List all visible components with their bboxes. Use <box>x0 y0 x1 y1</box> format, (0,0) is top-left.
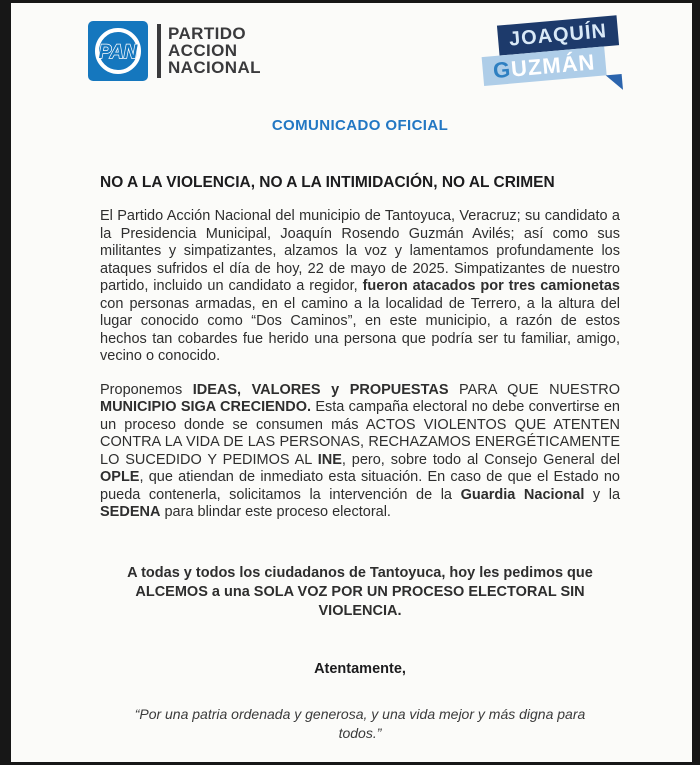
document-heading: NO A LA VIOLENCIA, NO A LA INTIMIDACIÓN, NO AL CRIMEN <box>100 174 555 191</box>
pan-party-icon <box>88 21 148 81</box>
party-name-line: PARTIDO <box>168 24 247 43</box>
pan-logo <box>88 17 261 81</box>
document-body <box>100 208 620 621</box>
body-paragraph: El Partido Acción Nacional del municipio de Tantoyuca, Veracruz; su candidato a la Presidencia Municipal, Joaquín Rosendo Guzmán Avilés; así como sus militantes y simpatizantes, alzamos la voz y lamentamos profundamente los ataques sufridos el día de hoy, 22 de mayo de 2025. Simpatizantes de nuestro partido, incluido un candidato a regidor, fueron atacados por tres camionetas con personas armadas, en el camino a la localidad de Terrero, a la altura del lugar conocido como “Dos Caminos”, en este municipio, a razón de estos hechos tan cobardes fue herido una persona que podría ser tu familiar, amigo, vecino o conocido. <box>100 208 620 364</box>
candidate-last-initial: G <box>491 56 513 83</box>
candidate-logo <box>479 15 625 102</box>
candidate-last-rest: UZMÁN <box>509 48 597 82</box>
party-name-line: NACIONAL <box>168 58 261 77</box>
letterhead <box>88 17 626 93</box>
pan-acronym: PAN <box>98 42 138 63</box>
appeal-paragraph: A todas y todos los ciudadanos de Tantoyuca, hoy les pedimos que ALCEMOS a una SOLA VOZ POR UN PROCESO ELECTORAL SIN VIOLENCIA. <box>127 564 593 619</box>
document-title: COMUNICADO OFICIAL <box>271 117 449 134</box>
closing-salutation: Atentamente, <box>314 660 406 677</box>
party-name <box>168 25 261 76</box>
letterhead-divider <box>157 24 161 78</box>
candidate-first-name-text: JOAQUÍN <box>508 19 608 51</box>
party-name-line: ACCION <box>168 41 238 60</box>
party-motto: “Por una patria ordenada y generosa, y una vida mejor y más digna para todos.” <box>134 705 586 741</box>
body-paragraph: Proponemos IDEAS, VALORES y PROPUESTAS PARA QUE NUESTRO MUNICIPIO SIGA CRECIENDO. Esta campaña electoral no debe convertirse en un proceso donde se consumen más ACTOS VIOLENTOS QUE ATENTEN CONTRA LA VIDA DE LAS PERSONAS, RECHAZAMOS ENERGÉTICAMENTE LO SUCEDIDO Y PEDIMOS AL INE, pero, sobre todo al Consejo General del OPLE, que atiendan de inmediato esta situación. En caso de que el Estado no pueda contenerla, solicitamos la intervención de la Guardia Nacional y la SEDENA para blindar este proceso electoral. <box>100 381 621 520</box>
banner-fold-triangle <box>606 74 623 91</box>
